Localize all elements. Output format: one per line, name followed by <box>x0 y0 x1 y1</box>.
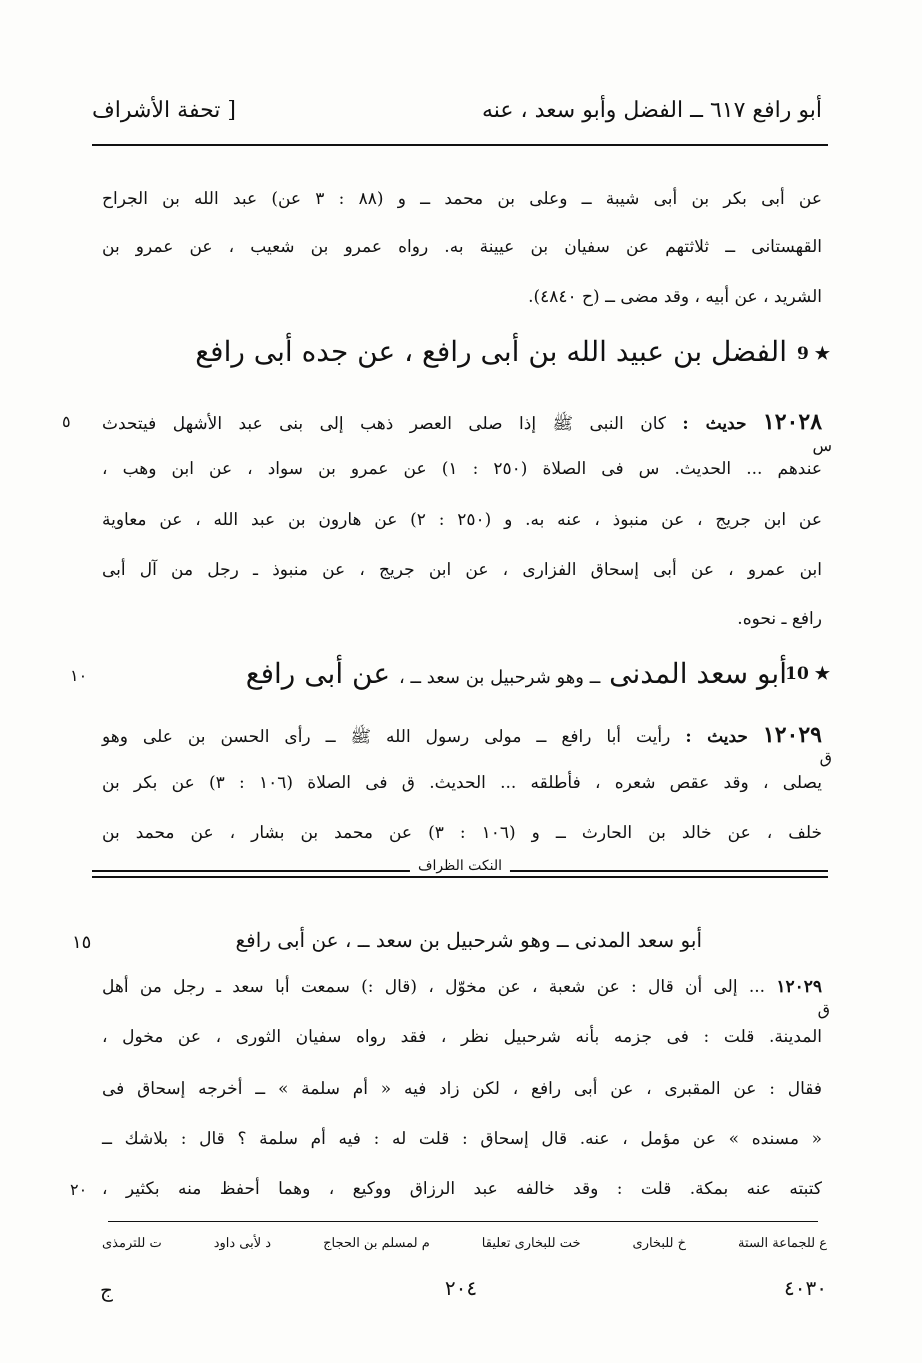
text-line: يصلى ، وقد عقص شعره ، فأطلقه ... الحديث. ق فى الصلاة (١٠٦ : ٣) عن بكر بن <box>102 773 823 793</box>
line-number-marker: ٢٠ <box>70 1180 88 1199</box>
abbreviation-item: د لأبى داود <box>213 1236 272 1251</box>
text-line: عندهم ... الحديث. س فى الصلاة (٢٥٠ : ١) عن عمرو بن سواد ، عن ابن وهب ، <box>102 459 822 479</box>
hadith-number: ١٢٠٢٩ <box>762 722 822 748</box>
hadith-number: ١٢٠٢٩ <box>776 977 822 997</box>
abbreviation-item: خ للبخارى <box>632 1236 687 1251</box>
star-icon: ★ <box>814 344 830 364</box>
section-separator <box>92 858 828 882</box>
nukat-text: ... إلى أن قال : عن شعبة ، عن مخوّل ، (قال :) سمعت أبا سعد ـ رجل من أهل <box>102 977 766 997</box>
text-line: ابن عمرو ، عن أبى إسحاق الفزارى ، عن ابن جريج ، عن منبوذ ـ رجل من آل أبى <box>102 560 822 580</box>
section-title: الفضل بن عبيد الله بن أبى رافع ، عن جده أبى رافع <box>195 335 787 368</box>
page-number: ٢٠٤ <box>444 1276 478 1300</box>
abbreviation-item: م لمسلم بن الحجاج <box>323 1236 430 1251</box>
abbreviation-item: ع للجماعة الستة <box>738 1236 827 1251</box>
line-number-marker: ٥ <box>62 412 71 431</box>
text-line: عن ابن جريج ، عن منبوذ ، عنه به. و (٢٥٠ : ٢) عن هارون بن عبد الله ، عن معاوية <box>102 510 822 530</box>
text-line: كتبته عنه بمكة. قلت : وقد خالفه عبد الرزاق ووكيع ، وهما أحفظ منه بكثير ، <box>102 1179 822 1199</box>
footer-rule <box>108 1221 818 1222</box>
hadith-label: حديث : <box>685 727 748 747</box>
hadith-text: كان النبى ﷺ إذا صلى العصر ذهب إلى بنى عبد الأشهل فيتحدث <box>102 414 666 434</box>
section-number: 9 ★ <box>796 344 830 364</box>
hadith-number: ١٢٠٢٨ <box>762 409 823 435</box>
text-line: « مسنده » عن مؤمل ، عنه. قال إسحاق : قلت له : فيه أم سلمة ؟ قال : بلاشك ــ <box>102 1129 822 1149</box>
text-line: فقال : عن المقبرى ، عن أبى رافع ، لكن زاد فيه « أم سلمة » ــ أخرجه إسحاق فى <box>102 1079 822 1099</box>
header-rule <box>92 144 828 146</box>
text-line: رافع ـ نحوه. <box>737 609 822 629</box>
running-header-book: [ تحفة الأشراف <box>92 98 236 123</box>
running-header-title: أبو رافع ٦١٧ ــ الفضل وأبو سعد ، عنه <box>481 98 822 123</box>
text-line: المدينة. قلت : فى جزمه بأنه شرحبيل نظر ، فقد رواه سفيان الثورى ، عن مخول ، <box>102 1027 822 1047</box>
serial-number: ٤٠٣٠ <box>784 1276 827 1300</box>
source-code-marker: ق <box>817 1000 830 1019</box>
abbreviation-key <box>102 1236 827 1251</box>
text-line: عن أبى بكر بن أبى شيبة ــ وعلى بن محمد ــ و (٨٨ : ٣ عن) عبد الله بن الجراح <box>102 189 823 209</box>
section-title: أبو سعد المدنى ــ وهو شرحبيل بن سعد ــ ، عن أبى رافع <box>245 657 787 690</box>
line-number-marker: ١٥ <box>72 932 92 953</box>
nukat-heading: أبو سعد المدنى ــ وهو شرحبيل بن سعد ــ ، عن أبى رافع <box>235 928 702 952</box>
hadith-label: حديث : <box>682 414 747 434</box>
abbreviation-item: ت للترمذى <box>102 1236 162 1251</box>
nukat-first-line <box>102 974 822 1000</box>
abbreviation-item: خت للبخارى تعليقا <box>481 1236 581 1251</box>
hadith-first-line <box>102 718 822 754</box>
star-icon: ★ <box>814 664 830 684</box>
section-number: 10 ★ <box>785 664 830 684</box>
text-line: خلف ، عن خالد بن الحارث ــ و (١٠٦ : ٣) عن محمد بن بشار ، عن محمد بن <box>102 823 822 843</box>
line-number-marker: ١٠ <box>70 666 88 685</box>
source-code-marker: س <box>812 436 832 455</box>
text-line: الشريد ، عن أبيه ، وقد مضى ــ (ح ٤٨٤٠). <box>528 287 822 307</box>
separator-label: النكت الظراف <box>410 858 510 874</box>
hadith-text: رأيت أبا رافع ــ مولى رسول الله ﷺ ــ رأى الحسن بن على وهو <box>102 727 671 747</box>
volume-marker: ج <box>100 1278 113 1302</box>
source-code-marker: ق <box>819 748 832 767</box>
text-line: القهستانى ــ ثلاثتهم عن سفيان بن عيينة به. رواه عمرو بن شعيب ، عن عمرو بن <box>102 237 822 257</box>
hadith-first-line <box>102 405 822 441</box>
